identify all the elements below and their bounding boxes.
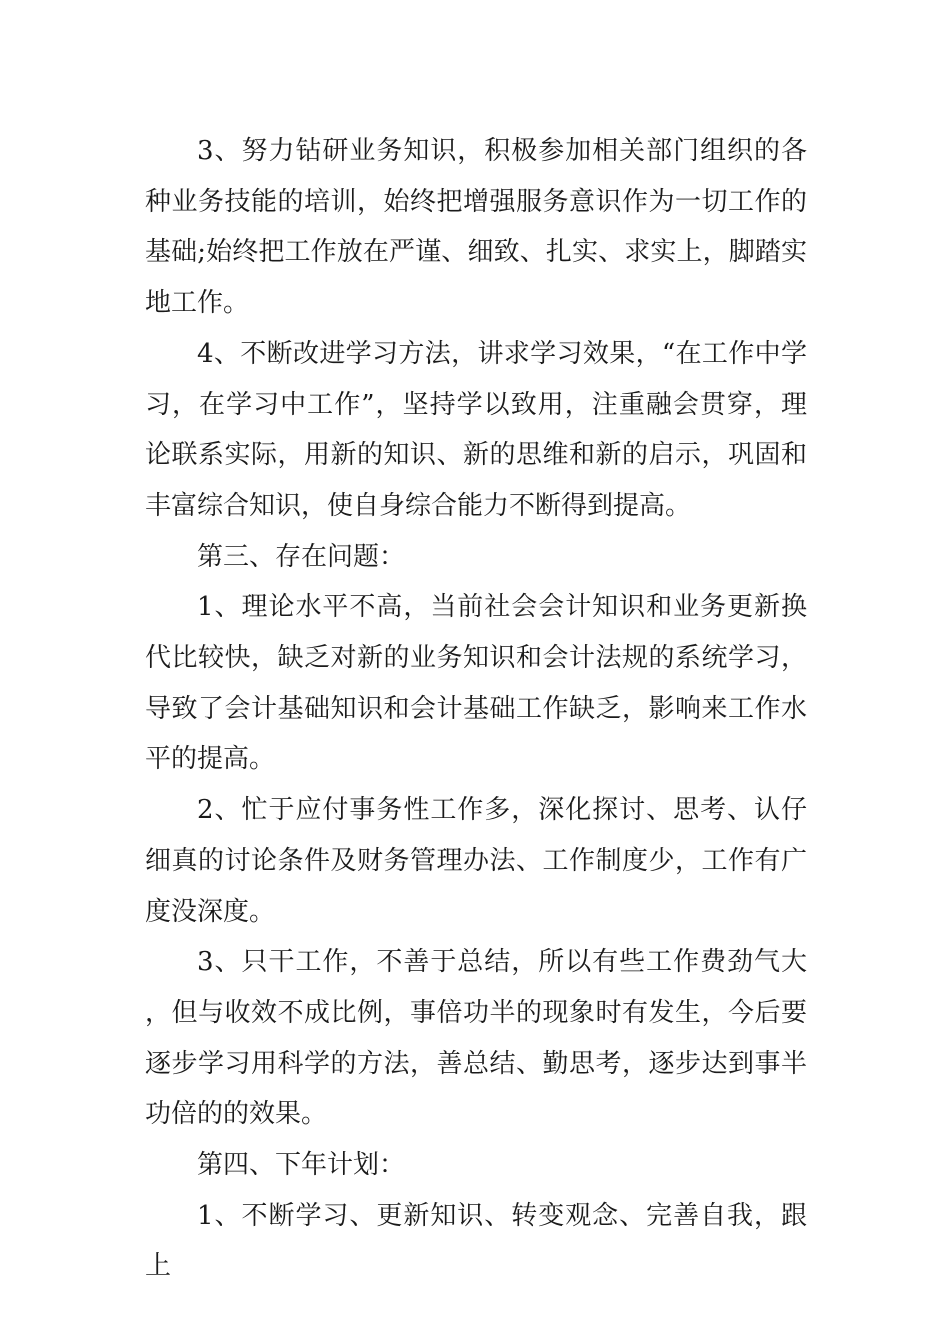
document-body [145, 126, 807, 1292]
paragraph-plan-1: 1、不断学习、更新知识、转变观念、完善自我，跟上 [145, 1200, 807, 1282]
paragraph-problem-3: 3、只干工作，不善于总结，所以有些工作费劲气大，但与收效不成比例，事倍功半的现象时有发生，今后要逐步学习用科学的方法，善总结、勤思考，逐步达到事半功倍的的效果。 [145, 947, 807, 1130]
paragraph-item-4-learning-method: 4、不断改进学习方法，讲求学习效果，“在工作中学习，在学习中工作”，坚持学以致用，注重融会贯穿，理论联系实际，用新的知识、新的思维和新的启示，巩固和丰富综合知识，使自身综合能力不断得到提高。 [145, 338, 807, 521]
paragraph-item-3-study: 3、努力钻研业务知识，积极参加相关部门组织的各种业务技能的培训，始终把增强服务意识作为一切工作的基础;始终把工作放在严谨、细致、扎实、求实上，脚踏实地工作。 [145, 136, 807, 319]
section-heading-next-year-plan: 第四、下年计划： [197, 1150, 406, 1181]
paragraph-problem-2: 2、忙于应付事务性工作多，深化探讨、思考、认仔细真的讨论条件及财务管理办法、工作制度少，工作有广度没深度。 [145, 795, 807, 927]
section-heading-problems: 第三、存在问题： [197, 541, 406, 572]
paragraph-problem-1: 1、理论水平不高，当前社会会计知识和业务更新换代比较快，缺乏对新的业务知识和会计法规的系统学习，导致了会计基础知识和会计基础工作缺乏，影响来工作水平的提高。 [145, 592, 807, 775]
